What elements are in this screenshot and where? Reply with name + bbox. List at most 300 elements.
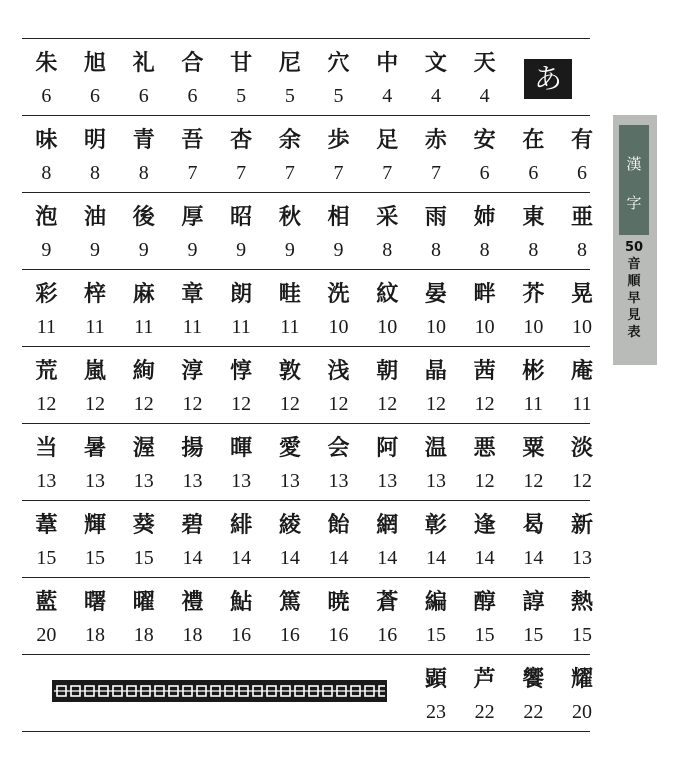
stroke-count: 13 bbox=[328, 470, 349, 492]
kanji-character: 姉 bbox=[473, 204, 496, 230]
kanji-table bbox=[22, 38, 594, 732]
table-row bbox=[22, 115, 594, 192]
stroke-count: 13 bbox=[231, 470, 252, 492]
kanji-cell bbox=[509, 193, 558, 269]
kanji-character: 浅 bbox=[327, 358, 350, 384]
kanji-cell bbox=[558, 655, 607, 731]
stroke-count: 4 bbox=[479, 85, 490, 107]
kanji-cell bbox=[509, 347, 558, 423]
kanji-cell bbox=[168, 578, 217, 654]
kanji-cell bbox=[266, 270, 315, 346]
kanji-cell bbox=[363, 578, 412, 654]
kanji-character: 淳 bbox=[181, 358, 204, 384]
table-row bbox=[22, 192, 594, 269]
kanji-character: 曙 bbox=[84, 589, 107, 615]
stroke-count: 9 bbox=[90, 239, 101, 261]
side-tab-subtitle-char: 見 bbox=[627, 308, 641, 323]
kanji-cell bbox=[460, 39, 509, 115]
stroke-count: 14 bbox=[425, 547, 446, 569]
side-tab-subtitle-char: 表 bbox=[627, 325, 641, 340]
kanji-character: 諄 bbox=[522, 589, 545, 615]
kanji-character: 綾 bbox=[278, 512, 301, 538]
kanji-cell bbox=[558, 347, 607, 423]
stroke-count: 12 bbox=[474, 470, 495, 492]
kanji-character: 会 bbox=[327, 435, 350, 461]
kanji-character: 熱 bbox=[571, 589, 594, 615]
kanji-character: 尼 bbox=[278, 50, 301, 76]
kanji-cell bbox=[509, 270, 558, 346]
stroke-count: 12 bbox=[182, 393, 203, 415]
kanji-cell bbox=[217, 347, 266, 423]
kanji-cell bbox=[22, 424, 71, 500]
kanji-cell bbox=[460, 655, 509, 731]
kanji-character: 朝 bbox=[376, 358, 399, 384]
kanji-character: 編 bbox=[424, 589, 447, 615]
kanji-cell bbox=[363, 424, 412, 500]
kanji-cell bbox=[314, 347, 363, 423]
kanji-character: 芥 bbox=[522, 281, 545, 307]
kanji-cell bbox=[22, 578, 71, 654]
kanji-character: 厚 bbox=[181, 204, 204, 230]
stroke-count: 20 bbox=[36, 624, 57, 646]
kanji-cell bbox=[168, 270, 217, 346]
kanji-cell bbox=[71, 270, 120, 346]
stroke-count: 14 bbox=[231, 547, 252, 569]
stroke-count: 12 bbox=[425, 393, 446, 415]
stroke-count: 7 bbox=[333, 162, 344, 184]
kanji-character: 敦 bbox=[278, 358, 301, 384]
kanji-cell bbox=[119, 424, 168, 500]
kanji-character: 芦 bbox=[473, 666, 496, 692]
kanji-cell bbox=[71, 39, 120, 115]
kanji-cell bbox=[314, 116, 363, 192]
stroke-count: 16 bbox=[231, 624, 252, 646]
stroke-count: 8 bbox=[479, 239, 490, 261]
kanji-character: 当 bbox=[35, 435, 58, 461]
stroke-count: 13 bbox=[377, 470, 398, 492]
kanji-character: 曷 bbox=[522, 512, 545, 538]
stroke-count: 9 bbox=[333, 239, 344, 261]
kanji-cell bbox=[266, 39, 315, 115]
stroke-count: 11 bbox=[523, 393, 543, 415]
stroke-count: 8 bbox=[41, 162, 52, 184]
kanji-cell bbox=[558, 193, 607, 269]
kanji-cell bbox=[71, 501, 120, 577]
stroke-count: 8 bbox=[577, 239, 588, 261]
kanji-cell bbox=[168, 39, 217, 115]
stroke-count: 12 bbox=[279, 393, 300, 415]
kanji-character: 蒼 bbox=[376, 589, 399, 615]
stroke-count: 10 bbox=[328, 316, 349, 338]
side-tab-subtitle bbox=[619, 239, 649, 341]
stroke-count: 12 bbox=[328, 393, 349, 415]
kanji-cell bbox=[460, 347, 509, 423]
stroke-count: 15 bbox=[133, 547, 154, 569]
kanji-character: 余 bbox=[278, 127, 301, 153]
kanji-cell bbox=[266, 424, 315, 500]
stroke-count: 5 bbox=[284, 85, 295, 107]
stroke-count: 14 bbox=[523, 547, 544, 569]
stroke-count: 7 bbox=[430, 162, 441, 184]
kanji-cell bbox=[119, 116, 168, 192]
stroke-count: 11 bbox=[231, 316, 251, 338]
stroke-count: 12 bbox=[133, 393, 154, 415]
side-tab-number: 50 bbox=[624, 240, 644, 255]
kanji-character: 昭 bbox=[230, 204, 253, 230]
kanji-character: 晶 bbox=[424, 358, 447, 384]
stroke-count: 10 bbox=[572, 316, 593, 338]
kanji-character: 茜 bbox=[473, 358, 496, 384]
stroke-count: 20 bbox=[572, 701, 593, 723]
kanji-cell bbox=[168, 193, 217, 269]
kanji-cell bbox=[168, 116, 217, 192]
stroke-count: 6 bbox=[187, 85, 198, 107]
stroke-count: 7 bbox=[284, 162, 295, 184]
kanji-cell bbox=[412, 39, 461, 115]
kanji-cell bbox=[266, 347, 315, 423]
stroke-count: 6 bbox=[577, 162, 588, 184]
kanji-character: 相 bbox=[327, 204, 350, 230]
side-tab-title bbox=[619, 125, 649, 235]
kanji-cell bbox=[460, 193, 509, 269]
kanji-character: 暑 bbox=[84, 435, 107, 461]
kanji-character: 輝 bbox=[84, 512, 107, 538]
side-tab-title-char: 字 bbox=[626, 194, 642, 212]
decorative-border-ornament bbox=[52, 680, 387, 702]
stroke-count: 12 bbox=[85, 393, 106, 415]
kanji-character: 麻 bbox=[132, 281, 155, 307]
kanji-character: 淡 bbox=[571, 435, 594, 461]
kanji-cell bbox=[509, 578, 558, 654]
kanji-cell bbox=[168, 347, 217, 423]
kanji-character: 梓 bbox=[84, 281, 107, 307]
kanji-cell bbox=[363, 193, 412, 269]
kanji-character: 惇 bbox=[230, 358, 253, 384]
stroke-count: 13 bbox=[182, 470, 203, 492]
kanji-cell bbox=[217, 424, 266, 500]
kanji-character: 揚 bbox=[181, 435, 204, 461]
stroke-count: 11 bbox=[85, 316, 105, 338]
stroke-count: 14 bbox=[474, 547, 495, 569]
kanji-character: 碧 bbox=[181, 512, 204, 538]
stroke-count: 13 bbox=[36, 470, 57, 492]
kanji-cell bbox=[71, 347, 120, 423]
kanji-cell bbox=[314, 578, 363, 654]
kanji-character: 甘 bbox=[230, 50, 253, 76]
stroke-count: 12 bbox=[523, 470, 544, 492]
kanji-character: 饗 bbox=[522, 666, 545, 692]
side-tab-subtitle-char: 音 bbox=[627, 257, 641, 272]
stroke-count: 22 bbox=[523, 701, 544, 723]
kanji-cell bbox=[558, 424, 607, 500]
kanji-cell bbox=[22, 347, 71, 423]
kanji-character: 温 bbox=[424, 435, 447, 461]
side-tab-title-char: 漢 bbox=[626, 155, 642, 173]
kanji-character: 庵 bbox=[571, 358, 594, 384]
kanji-cell bbox=[217, 270, 266, 346]
kanji-cell bbox=[71, 424, 120, 500]
stroke-count: 18 bbox=[182, 624, 203, 646]
stroke-count: 13 bbox=[133, 470, 154, 492]
kanji-cell bbox=[412, 424, 461, 500]
stroke-count: 6 bbox=[138, 85, 149, 107]
kanji-character: 中 bbox=[376, 50, 399, 76]
kanji-character: 緋 bbox=[230, 512, 253, 538]
stroke-count: 15 bbox=[85, 547, 106, 569]
kanji-character: 晃 bbox=[571, 281, 594, 307]
kanji-character: 暉 bbox=[230, 435, 253, 461]
stroke-count: 8 bbox=[528, 239, 539, 261]
kanji-character: 歩 bbox=[327, 127, 350, 153]
kanji-character: 鮎 bbox=[230, 589, 253, 615]
kanji-character: 畦 bbox=[278, 281, 301, 307]
kanji-cell bbox=[412, 578, 461, 654]
stroke-count: 18 bbox=[133, 624, 154, 646]
stroke-count: 23 bbox=[425, 701, 446, 723]
kanji-cell bbox=[217, 116, 266, 192]
kanji-character: 悪 bbox=[473, 435, 496, 461]
kanji-cell bbox=[266, 578, 315, 654]
kanji-character: 後 bbox=[132, 204, 155, 230]
kanji-character: 青 bbox=[132, 127, 155, 153]
kanji-cell bbox=[314, 501, 363, 577]
stroke-count: 11 bbox=[134, 316, 154, 338]
kanji-cell bbox=[460, 501, 509, 577]
stroke-count: 6 bbox=[479, 162, 490, 184]
table-row bbox=[22, 346, 594, 423]
kanji-cell bbox=[119, 501, 168, 577]
table-row bbox=[22, 38, 590, 115]
stroke-count: 15 bbox=[36, 547, 57, 569]
kanji-character: 秋 bbox=[278, 204, 301, 230]
stroke-count: 10 bbox=[474, 316, 495, 338]
stroke-count: 8 bbox=[382, 239, 393, 261]
kanji-cell bbox=[71, 578, 120, 654]
kanji-cell bbox=[119, 270, 168, 346]
kanji-cell bbox=[412, 347, 461, 423]
kanji-character: 網 bbox=[376, 512, 399, 538]
kanji-cell bbox=[71, 116, 120, 192]
kanji-character: 文 bbox=[424, 50, 447, 76]
stroke-count: 16 bbox=[328, 624, 349, 646]
kanji-cell bbox=[22, 193, 71, 269]
kanji-character: 耀 bbox=[571, 666, 594, 692]
kanji-cell bbox=[558, 578, 607, 654]
kanji-cell bbox=[412, 116, 461, 192]
kanji-cell bbox=[412, 270, 461, 346]
stroke-count: 7 bbox=[236, 162, 247, 184]
kanji-cell bbox=[460, 270, 509, 346]
stroke-count: 10 bbox=[425, 316, 446, 338]
kanji-cell bbox=[119, 578, 168, 654]
kanji-cell bbox=[266, 116, 315, 192]
stroke-count: 7 bbox=[382, 162, 393, 184]
kanji-character: 葵 bbox=[132, 512, 155, 538]
stroke-count: 15 bbox=[474, 624, 495, 646]
stroke-count: 9 bbox=[236, 239, 247, 261]
side-index-tab[interactable] bbox=[613, 115, 657, 365]
kanji-character: 赤 bbox=[424, 127, 447, 153]
kanji-character: 絢 bbox=[132, 358, 155, 384]
stroke-count: 9 bbox=[284, 239, 295, 261]
kanji-cell bbox=[71, 193, 120, 269]
kanji-character: 洗 bbox=[327, 281, 350, 307]
side-tab-subtitle-char: 早 bbox=[627, 291, 641, 306]
kanji-character: 天 bbox=[473, 50, 496, 76]
table-row bbox=[22, 577, 594, 654]
kanji-character: 雨 bbox=[424, 204, 447, 230]
kanji-cell bbox=[363, 347, 412, 423]
kanji-character: 藍 bbox=[35, 589, 58, 615]
kanji-cell bbox=[558, 501, 607, 577]
kanji-character: 醇 bbox=[473, 589, 496, 615]
kanji-cell bbox=[314, 424, 363, 500]
kanji-character: 顕 bbox=[424, 666, 447, 692]
stroke-count: 6 bbox=[41, 85, 52, 107]
kanji-character: 采 bbox=[376, 204, 399, 230]
kanji-cell bbox=[509, 424, 558, 500]
stroke-count: 11 bbox=[36, 316, 56, 338]
stroke-count: 12 bbox=[377, 393, 398, 415]
stroke-count: 12 bbox=[572, 470, 593, 492]
stroke-count: 16 bbox=[377, 624, 398, 646]
kanji-cell bbox=[168, 501, 217, 577]
stroke-count: 14 bbox=[328, 547, 349, 569]
kanji-cell bbox=[168, 424, 217, 500]
side-tab-subtitle-char: 順 bbox=[627, 274, 641, 289]
kanji-character: 篤 bbox=[278, 589, 301, 615]
kanji-character: 曜 bbox=[132, 589, 155, 615]
table-row bbox=[22, 269, 594, 346]
kanji-character: 彬 bbox=[522, 358, 545, 384]
stroke-count: 6 bbox=[528, 162, 539, 184]
stroke-count: 8 bbox=[90, 162, 101, 184]
kanji-cell bbox=[460, 116, 509, 192]
kanji-cell bbox=[266, 193, 315, 269]
kanji-character: 足 bbox=[376, 127, 399, 153]
stroke-count: 10 bbox=[377, 316, 398, 338]
stroke-count: 13 bbox=[425, 470, 446, 492]
stroke-count: 5 bbox=[236, 85, 247, 107]
kanji-cell bbox=[460, 424, 509, 500]
kanji-character: 有 bbox=[571, 127, 594, 153]
stroke-count: 7 bbox=[187, 162, 198, 184]
stroke-count: 18 bbox=[85, 624, 106, 646]
kanji-cell bbox=[22, 39, 71, 115]
kanji-cell bbox=[314, 270, 363, 346]
kanji-character: 阿 bbox=[376, 435, 399, 461]
stroke-count: 8 bbox=[138, 162, 149, 184]
stroke-count: 15 bbox=[523, 624, 544, 646]
stroke-count: 13 bbox=[85, 470, 106, 492]
stroke-count: 9 bbox=[41, 239, 52, 261]
kanji-cell bbox=[363, 116, 412, 192]
kanji-cell bbox=[363, 270, 412, 346]
kanji-character: 安 bbox=[473, 127, 496, 153]
stroke-count: 10 bbox=[523, 316, 544, 338]
kanji-character: 章 bbox=[181, 281, 204, 307]
stroke-count: 13 bbox=[572, 547, 593, 569]
kanji-cell bbox=[119, 39, 168, 115]
kanji-character: 愛 bbox=[278, 435, 301, 461]
stroke-count: 15 bbox=[572, 624, 593, 646]
kanji-cell bbox=[509, 501, 558, 577]
stroke-count: 9 bbox=[187, 239, 198, 261]
kanji-character: 新 bbox=[571, 512, 594, 538]
kanji-cell bbox=[266, 501, 315, 577]
stroke-count: 12 bbox=[474, 393, 495, 415]
stroke-count: 9 bbox=[138, 239, 149, 261]
kanji-cell bbox=[363, 501, 412, 577]
kanji-character: 吾 bbox=[181, 127, 204, 153]
stroke-count: 6 bbox=[90, 85, 101, 107]
kanji-cell bbox=[22, 501, 71, 577]
kanji-character: 嵐 bbox=[84, 358, 107, 384]
stroke-count: 16 bbox=[279, 624, 300, 646]
kanji-character: 亜 bbox=[571, 204, 594, 230]
kanji-character: 彰 bbox=[424, 512, 447, 538]
kanji-character: 畔 bbox=[473, 281, 496, 307]
stroke-count: 4 bbox=[430, 85, 441, 107]
kanji-cell bbox=[217, 39, 266, 115]
stroke-count: 14 bbox=[279, 547, 300, 569]
kanji-cell bbox=[363, 39, 412, 115]
kanji-character: 旭 bbox=[84, 50, 107, 76]
stroke-count: 11 bbox=[182, 316, 203, 338]
stroke-count: 14 bbox=[182, 547, 203, 569]
kanji-character: 東 bbox=[522, 204, 545, 230]
stroke-count: 12 bbox=[36, 393, 57, 415]
stroke-count: 5 bbox=[333, 85, 344, 107]
kanji-cell bbox=[412, 193, 461, 269]
stroke-count: 4 bbox=[382, 85, 393, 107]
kanji-cell bbox=[217, 193, 266, 269]
kanji-cell bbox=[22, 116, 71, 192]
kanji-character: 穴 bbox=[327, 50, 350, 76]
stroke-count: 22 bbox=[474, 701, 495, 723]
kanji-character: 在 bbox=[522, 127, 545, 153]
kanji-character: 朱 bbox=[35, 50, 58, 76]
kanji-character: 紋 bbox=[376, 281, 399, 307]
kanji-cell bbox=[509, 116, 558, 192]
table-row bbox=[22, 500, 594, 577]
kanji-character: 杏 bbox=[230, 127, 253, 153]
table-row bbox=[22, 423, 594, 500]
table-row bbox=[22, 654, 594, 732]
stroke-count: 13 bbox=[279, 470, 300, 492]
kanji-character: 渥 bbox=[132, 435, 155, 461]
kanji-character: 晏 bbox=[424, 281, 447, 307]
kana-section-badge: あ bbox=[524, 59, 572, 99]
kanji-character: 飴 bbox=[327, 512, 350, 538]
kanji-cell bbox=[217, 501, 266, 577]
kanji-character: 油 bbox=[84, 204, 107, 230]
kanji-character: 暁 bbox=[327, 589, 350, 615]
kanji-cell bbox=[558, 116, 607, 192]
kanji-cell bbox=[460, 578, 509, 654]
kanji-character: 禮 bbox=[181, 589, 204, 615]
stroke-count: 11 bbox=[280, 316, 300, 338]
kanji-character: 彩 bbox=[35, 281, 58, 307]
kanji-character: 合 bbox=[181, 50, 204, 76]
stroke-count: 12 bbox=[231, 393, 252, 415]
kanji-character: 味 bbox=[35, 127, 58, 153]
kanji-character: 粟 bbox=[522, 435, 545, 461]
kanji-character: 荒 bbox=[35, 358, 58, 384]
kanji-cell bbox=[314, 193, 363, 269]
stroke-count: 14 bbox=[377, 547, 398, 569]
stroke-count: 15 bbox=[425, 624, 446, 646]
